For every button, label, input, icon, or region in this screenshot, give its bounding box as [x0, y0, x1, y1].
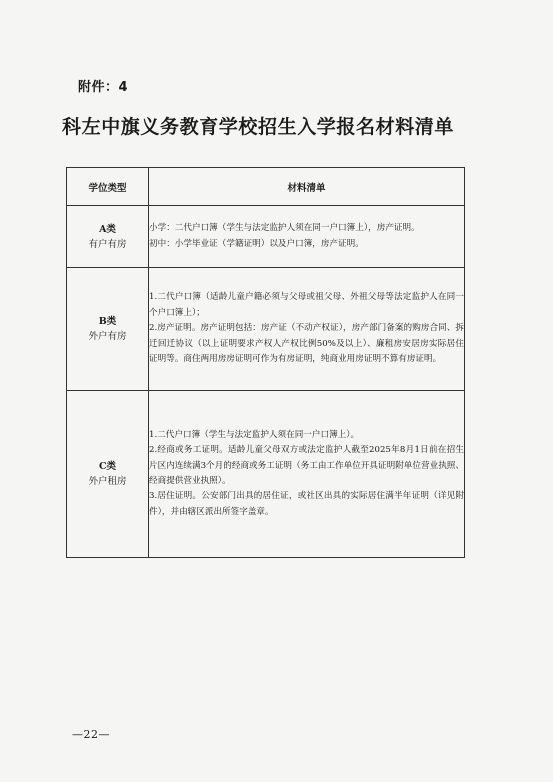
material-item: 小学：二代户口簿（学生与法定监护人须在同一户口簿上），房产证明。	[149, 223, 420, 234]
page-title: 科左中旗义务教育学校招生入学报名材料清单	[62, 116, 455, 138]
column-header-degree-type: 学位类型	[67, 168, 149, 206]
degree-type-desc: 外户有房	[88, 331, 127, 342]
page-number: —22—	[72, 728, 110, 741]
material-item: 2.经商或务工证明。适龄儿童父母双方或法定监护人截至2025年8月1日前在招生片区内连续满3个月的经商或务工证明（务工由工作单位开具证明附单位营业执照、经商提供营业执照）。	[149, 445, 464, 486]
attachment-label: 附件：4	[78, 80, 129, 95]
column-header-materials: 材料清单	[149, 168, 465, 206]
degree-type-cell	[67, 391, 149, 558]
table-header-row	[67, 168, 465, 206]
materials-cell	[149, 268, 465, 391]
material-item: 1.二代户口簿（适龄儿童户籍必须与父母或祖父母、外祖父母等法定监护人在同一个户口簿上）；	[149, 292, 464, 318]
materials-cell	[149, 391, 465, 558]
material-item: 初中：小学毕业证（学籍证明）以及户口簿，房产证明。	[149, 238, 364, 249]
degree-type-name: C类	[98, 461, 117, 472]
materials-table	[66, 167, 465, 558]
degree-type-name: B类	[98, 316, 117, 327]
material-item: 3.居住证明。公安部门出具的居住证，或社区出具的实际居住满半年证明（详见附件），并由辖区派出所签字盖章。	[149, 491, 464, 517]
degree-type-name: A类	[99, 223, 116, 235]
materials-cell	[149, 206, 465, 268]
degree-type-desc: 外户租房	[88, 476, 127, 487]
degree-type-cell	[67, 268, 149, 391]
degree-type-desc: 有户有房	[88, 238, 127, 250]
material-item: 2.房产证明。房产证明包括：房产证（不动产权证），房产部门备案的购房合同、拆迁回迁协议（以上证明要求产权人产权比例50%及以上）、廉租房安居房实际居住证明等。商住两用房房证明可作为有房证明，纯商业用房证明不算有房证明。	[149, 323, 464, 365]
material-item: 1.二代户口簿（学生与法定监护人须在同一户口簿上）。	[149, 429, 360, 440]
table-row	[67, 206, 465, 268]
table-row	[67, 268, 465, 391]
table-row	[67, 391, 465, 558]
degree-type-cell	[67, 206, 149, 268]
